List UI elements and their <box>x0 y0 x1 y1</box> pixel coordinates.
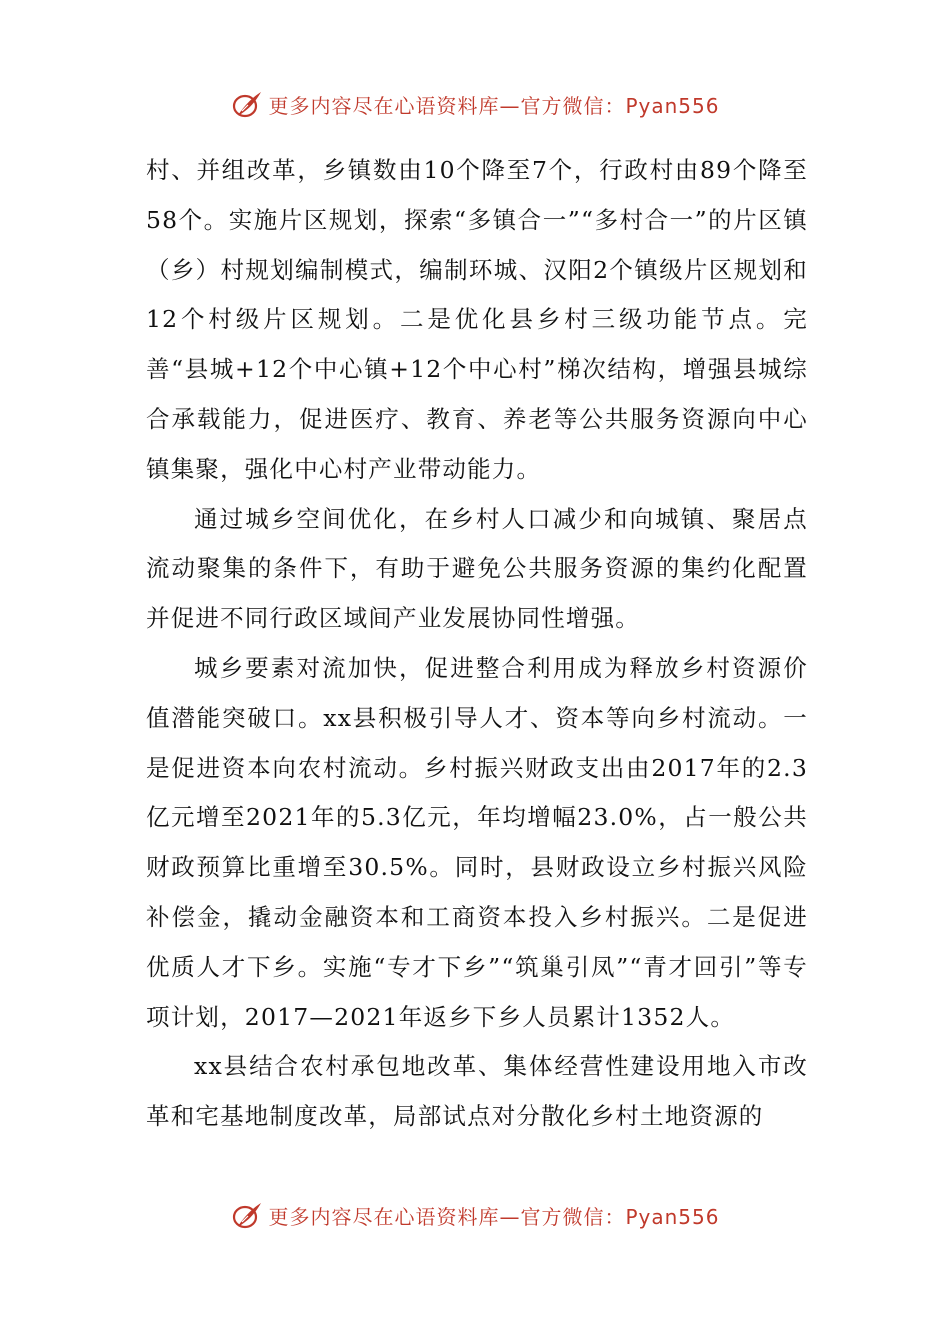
paragraph-1: 村、并组改革，乡镇数由10个降至7个，行政村由89个降至58个。实施片区规划，探索“多镇合一”“多村合一”的片区镇（乡）村规划编制模式，编制环城、汉阳2个镇级片区规划和12个村级片区规划。二是优化县乡村三级功能节点。完善“县城+12个中心镇+12个中心村”梯次结构，增强县城综合承载能力，促进医疗、教育、养老等公共服务资源向中心镇集聚，强化中心村产业带动能力。 <box>146 156 808 483</box>
document-body <box>146 146 808 1142</box>
footer-watermark-banner <box>0 1203 950 1237</box>
paragraph-3: 城乡要素对流加快，促进整合利用成为释放乡村资源价值潜能突破口。xx县积极引导人才、资本等向乡村流动。一是促进资本向农村流动。乡村振兴财政支出由2017年的2.3亿元增至2021年的5.3亿元，年均增幅23.0%，占一般公共财政预算比重增至30.5%。同时，县财政设立乡村振兴风险补偿金，撬动金融资本和工商资本投入乡村振兴。二是促进优质人才下乡。实施“专才下乡”“筑巢引凤”“青才回引”等专项计划，2017—2021年返乡下乡人员累计1352人。 <box>146 653 808 1031</box>
header-banner-inner <box>230 89 719 119</box>
header-banner-text: 更多内容尽在心语资料库—官方微信：Pyan556 <box>268 93 720 118</box>
paragraph-2: 通过城乡空间优化，在乡村人口减少和向城镇、聚居点流动聚集的条件下，有助于避免公共服务资源的集约化配置并促进不同行政区域间产业发展协同性增强。 <box>146 504 808 633</box>
footer-banner-inner <box>230 1203 719 1230</box>
paragraph-4: xx县结合农村承包地改革、集体经营性建设用地入市改革和宅基地制度改革，局部试点对分散化乡村土地资源的 <box>146 1052 808 1131</box>
quill-pen-logo-icon <box>230 89 264 119</box>
footer-banner-text: 更多内容尽在心语资料库—官方微信：Pyan556 <box>268 1204 720 1229</box>
quill-pen-logo-icon <box>230 1203 264 1230</box>
header-watermark-banner <box>0 84 950 124</box>
